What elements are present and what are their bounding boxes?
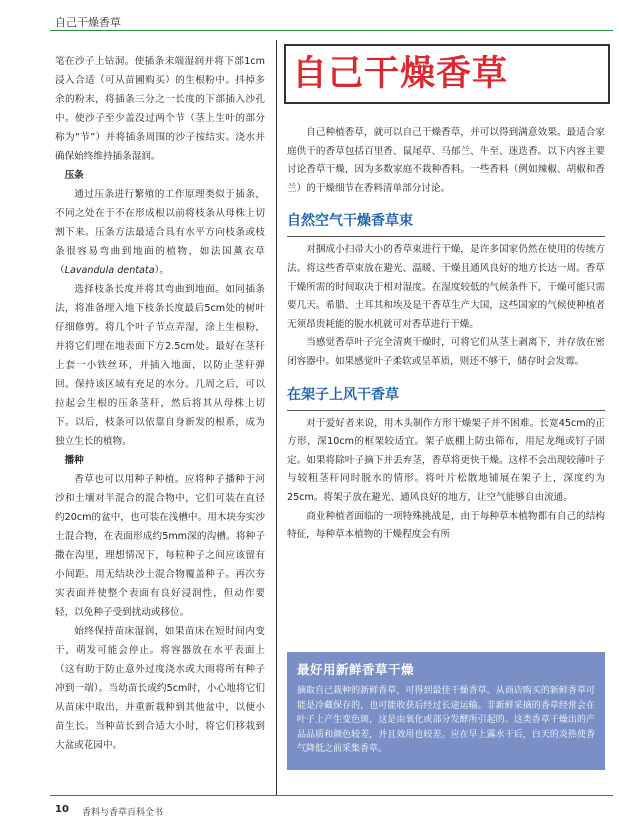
section-rule xyxy=(287,236,605,237)
top-rule xyxy=(50,30,613,31)
running-head: 自己干燥香草 xyxy=(55,16,121,29)
book-title: 香料与香草百科全书 xyxy=(82,808,164,818)
section-rule xyxy=(287,410,605,411)
left-column xyxy=(55,52,265,755)
left-paragraph-4: 香草也可以用种子种植。应将种子播种于河沙和土壤对半混合的混合物中，它们可装在直径约20cm的盆中，也可装在浅槽中。用木块夯实沙土混合物，在表面形成约5mm深的沟槽。将种子撒在沟里，理想情况下，每粒种子之间应该留有小间距。用无结块沙土混合物覆盖种子。再次夯实表面并使整个表面有良好浸润性，但动作要轻，以免种子受到扰动或移位。 xyxy=(55,474,265,618)
right-column xyxy=(287,124,605,545)
latin-name: Lavandula dentata xyxy=(64,265,155,276)
section-title-air-drying: 自然空气干燥香草束 xyxy=(287,213,413,230)
section-title-rack-drying: 在架子上风干香草 xyxy=(287,386,399,403)
title-box xyxy=(284,44,610,104)
intro-paragraph: 自己种植香草，就可以自己干燥香草，并可以得到满意效果。最适合家庭供干的香草包括百里香、鼠尾草、马郁兰、牛至、迷迭香。以下内容主要讨论香草干燥，因为多数家庭不栽种香料。一些香料（例如辣椒、胡椒和香兰）的干燥细节在香料清单部分讨论。 xyxy=(287,127,605,194)
left-paragraph-1: 笔在沙子上钻洞。使插条末端湿润并将下部1cm浸入合适（可从苗圃购买）的生根粉中。抖掉多余的粉末，将插条三分之一长度的下部插入沙孔中。使沙子至少盖没过两个节（茎上生叶的部分称为“节”）并将插条周围的沙子按结实。浇水并确保始终维持插条湿润。 xyxy=(55,56,265,162)
left-paragraph-2-end: ）。 xyxy=(154,265,169,276)
left-paragraph-5: 始终保持苗床湿润，如果苗床在短时间内变干，萌发可能会停止。将容器放在水平表面上（这有助于防止意外过度浇水或大雨将所有种子冲到一端）。当幼苗长成约5cm时，小心地将它们从苗床中取出，并重新栽种到其他盆中，以便小苗生长。当种苗长到合适大小时，将它们移栽到大盆或花园中。 xyxy=(55,626,265,751)
left-paragraph-2 xyxy=(55,185,265,280)
column-divider xyxy=(276,40,277,795)
subheading-sowing: 播种 xyxy=(64,455,84,466)
bottom-rule xyxy=(50,795,613,796)
section1-paragraph-2: 当感觉香草叶子完全清爽干燥时，可将它们从茎上剥离下，并存放在密闭容器中。如果感觉叶子柔软或呈革质，则还不够干，储存时会发霉。 xyxy=(287,337,605,367)
section1-paragraph-1: 对捆成小扫帚大小的香草束进行干燥，是许多国家仍然在使用的传统方法。将这些香草束放在避光、温暖、干燥且通风良好的地方长达一周。香草干燥所需的时间取决于相对湿度。在湿度较低的气候条件下，干燥可能只需要几天。希腊、土耳其和埃及是干香草生产大国，这些国家的气候使种植者无须昂贵耗能的脱水机就可对香草进行干燥。 xyxy=(287,244,605,330)
page-title: 自己干燥香草 xyxy=(292,54,509,94)
sidebar-title: 最好用新鲜香草干燥 xyxy=(297,662,415,677)
page-number: 10 xyxy=(55,804,69,815)
sidebar-box xyxy=(287,652,605,770)
left-paragraph-3: 选择枝条长度并将其弯曲到地面。如同插条法，将准备埋入地下枝条长度最后5cm处的树叶仔细修剪。将几个叶子节点弄湿，涂上生根粉，并将它们埋在地表面下方2.5cm处。最好在茎秆上套一小铁丝环，并插入地面，以防止茎秆弹回。保持该区域有充足的水分。几周之后，可以拉起会生根的压条茎秆，然后将其从母株上切下。以后，枝条可以依靠自身新发的根系，成为独立生长的植物。 xyxy=(55,284,265,447)
section2-paragraph-1: 对于爱好者来说，用木头制作方形干燥架子并不困难。长宽45cm的正方形，深10cm的框架较适宜。架子底棚上防虫筛布，用尼龙绳或钉子固定。如果将除叶子摘下并丢弃茎，香草将更快干燥。这样不会出现较薄叶子与较粗茎秆同时脱水的情形。将叶片松散地铺展在架子上，深度约为25cm。将架子放在避光、通风良好的地方，让空气能够自由流通。 xyxy=(287,417,605,503)
section2-paragraph-2: 商业种植者面临的一项特殊挑战是，由于每种草本植物都有自己的结构特征，每种草本植物的干燥程度会有所 xyxy=(287,510,605,541)
sidebar-text: 摘取自己栽种的新鲜香草，可得到最佳干燥香草。从商店购买的新鲜香草可能是冷藏保存的，也可能收获后经过长途运输。非新鲜采摘的香草经常会在叶子上产生变色斑，这是由氧化或部分发酵所引起的。这类香草干燥出的产品品质和颜色较差，并且效用也较差。应在早上露水干后，白天的炎热使香气降低之前采集香草。 xyxy=(297,686,595,754)
subheading-layering: 压条 xyxy=(64,170,84,181)
left-paragraph-2-text: 通过压条进行繁殖的工作原理类似于插条，不同之处在于不在形成根以前将枝条从母株上切割下来。压条方法最适合具有水平方向枝条或枝条很容易弯曲到地面的植物，如法国薰衣草（ xyxy=(55,189,265,276)
